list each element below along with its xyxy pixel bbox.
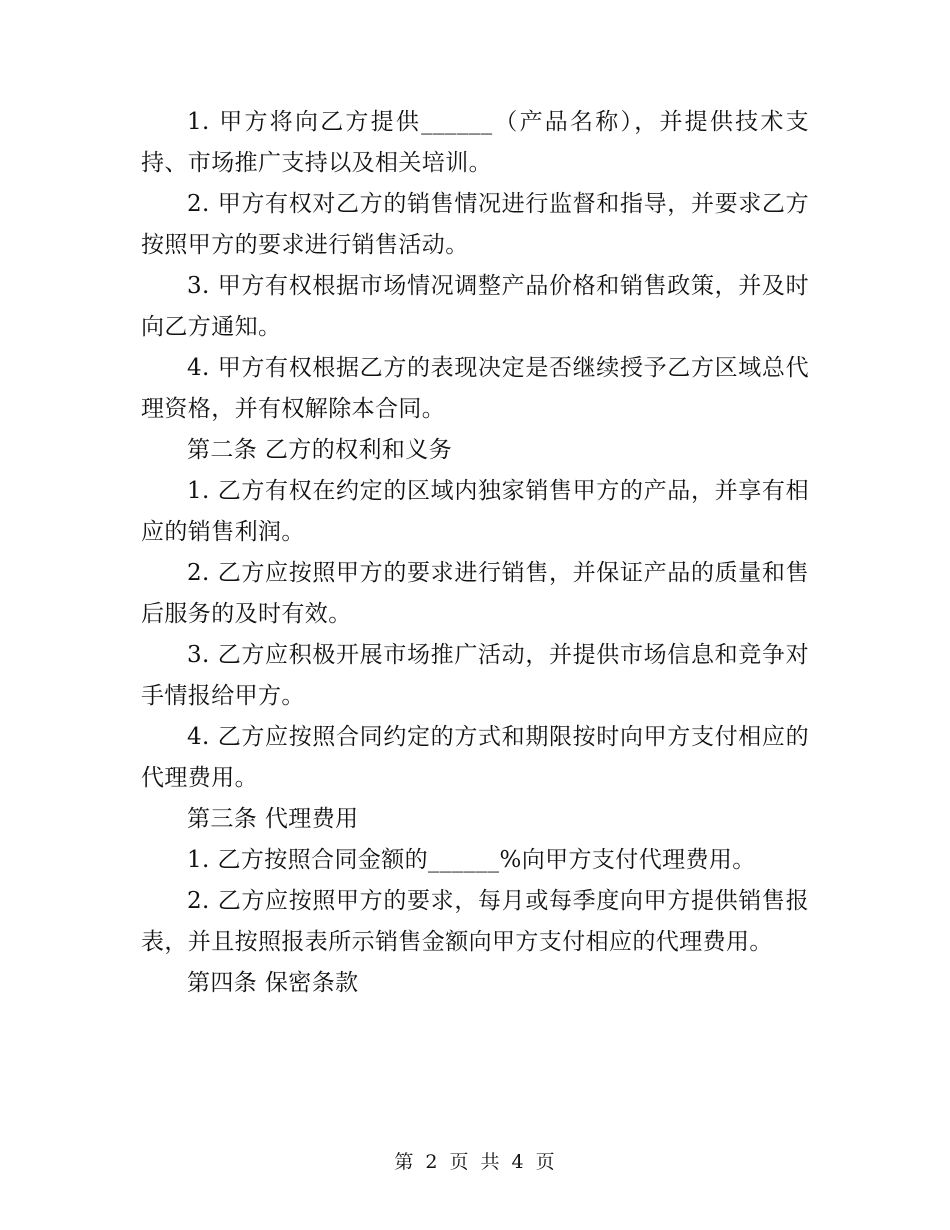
- paragraph-b-2: 2. 乙方应按照甲方的要求进行销售，并保证产品的质量和售后服务的及时有效。: [141, 560, 809, 627]
- paragraph-b-1: 1. 乙方有权在约定的区域内独家销售甲方的产品，并享有相应的销售利润。: [141, 478, 809, 545]
- paragraph-b-4: 4. 乙方应按照合同约定的方式和期限按时向甲方支付相应的代理费用。: [141, 724, 809, 791]
- document-body: [141, 102, 809, 1004]
- section-heading-article-4: 第四条 保密条款: [187, 970, 359, 996]
- section-heading-article-3: 第三条 代理费用: [187, 806, 359, 832]
- section-heading-article-2: 第二条 乙方的权利和义务: [187, 437, 453, 463]
- paragraph-a-1: 1. 甲方将向乙方提供______（产品名称），并提供技术支持、市场推广支持以及相关培训。: [141, 109, 809, 176]
- paragraph-b-3: 3. 乙方应积极开展市场推广活动，并提供市场信息和竞争对手情报给甲方。: [141, 642, 809, 709]
- paragraph-a-4: 4. 甲方有权根据乙方的表现决定是否继续授予乙方区域总代理资格，并有权解除本合同。: [141, 355, 809, 422]
- paragraph-c-2: 2. 乙方应按照甲方的要求，每月或每季度向甲方提供销售报表，并且按照报表所示销售金额向甲方支付相应的代理费用。: [141, 888, 809, 955]
- paragraph-c-1: 1. 乙方按照合同金额的______%向甲方支付代理费用。: [187, 847, 756, 873]
- paragraph-a-3: 3. 甲方有权根据市场情况调整产品价格和销售政策，并及时向乙方通知。: [141, 273, 809, 340]
- paragraph-a-2: 2. 甲方有权对乙方的销售情况进行监督和指导，并要求乙方按照甲方的要求进行销售活动。: [141, 191, 809, 258]
- page-number-footer: 第 2 页 共 4 页: [394, 1151, 556, 1173]
